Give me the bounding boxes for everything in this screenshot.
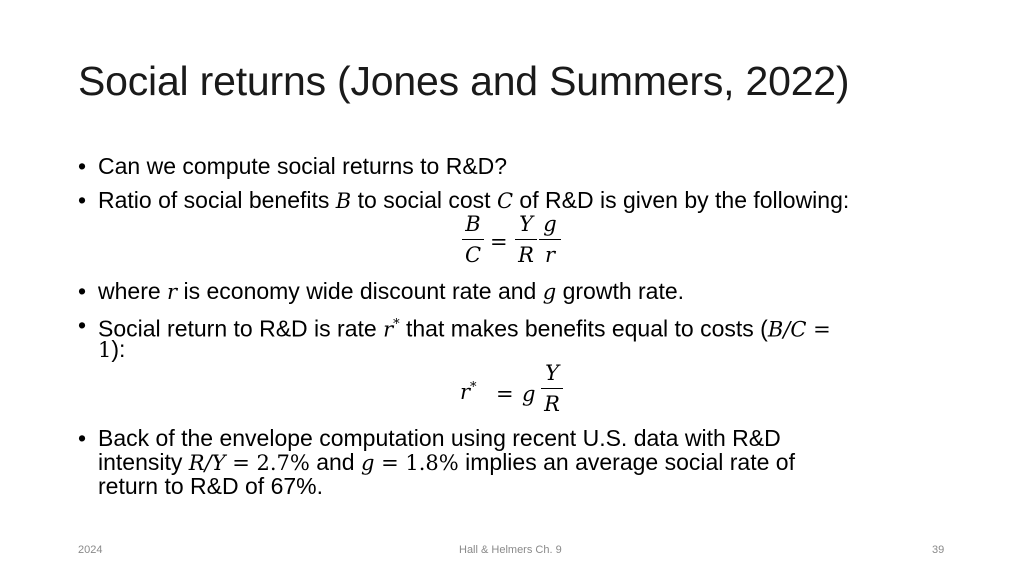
math-B-over-C: B/C =	[767, 317, 831, 342]
math-B: B	[335, 189, 352, 213]
text-run: Ratio of social benefits	[98, 187, 336, 213]
text-run: to social cost	[351, 187, 497, 213]
denominator: R	[518, 243, 534, 267]
bullet-dot: •	[78, 187, 87, 213]
numerator: g	[543, 212, 557, 236]
math-value: = 1.8%	[374, 451, 459, 475]
bullet-4-continuation	[98, 336, 125, 363]
math-star: *	[393, 317, 400, 332]
math-star: *	[470, 380, 477, 395]
numerator: Y	[519, 212, 533, 236]
bullet-dot: •	[78, 278, 87, 304]
bullet-2	[78, 187, 850, 213]
fraction-Y-over-R	[515, 211, 537, 268]
bullet-1	[78, 153, 508, 179]
bullet-5-line-1: Back of the envelope computation using recent U.S. data with R&D	[98, 425, 781, 451]
slide-title: Social returns (Jones and Summers, 2022)	[78, 58, 850, 104]
footer-date: 2024	[78, 544, 103, 556]
bullet-dot: •	[78, 425, 87, 451]
fraction-bar	[539, 239, 561, 240]
math-g: g	[522, 382, 536, 406]
numerator: B	[465, 212, 481, 236]
bullet-4-text	[98, 312, 831, 343]
equals-sign: =	[496, 382, 514, 406]
bullet-dot: •	[78, 312, 87, 338]
text-run: implies an average social rate of	[458, 449, 795, 475]
denominator: r	[544, 243, 556, 267]
equals-sign: =	[490, 230, 508, 254]
bullet-3-text	[98, 278, 684, 305]
footer-page-number: 39	[932, 544, 945, 556]
text-run: growth rate.	[556, 278, 685, 304]
fraction-bar	[541, 388, 563, 389]
fraction-g-over-r	[539, 211, 561, 268]
text-run: Social return to R&D is rate	[98, 315, 384, 342]
bullet-2-text	[98, 187, 849, 214]
fraction-bar	[462, 239, 484, 240]
text-run: of R&D is given by the following:	[513, 187, 850, 213]
bullet-dot: •	[78, 153, 87, 179]
math-r: r	[167, 280, 178, 304]
fraction-B-over-C	[462, 211, 484, 268]
math-r: r	[460, 380, 471, 404]
fraction-bar	[515, 239, 537, 240]
math-R-over-Y: R/Y	[188, 451, 226, 475]
text-run: where	[98, 278, 168, 304]
bullet-5	[78, 425, 781, 451]
text-run: ):	[111, 336, 126, 362]
denominator: C	[464, 243, 482, 267]
denominator: R	[544, 392, 560, 416]
bullet-4	[78, 312, 831, 342]
footer-source: Hall & Helmers Ch. 9	[459, 544, 562, 556]
bullet-5-line-2-text	[98, 449, 795, 476]
eq2-lhs	[460, 380, 477, 404]
fraction-Y-over-R	[541, 360, 563, 417]
bullet-1-text: Can we compute social returns to R&D?	[98, 153, 508, 179]
numerator: Y	[545, 361, 559, 385]
math-g: g	[542, 280, 557, 304]
math-g: g	[360, 451, 375, 475]
math-r-star: r	[383, 317, 394, 342]
bullet-5-line-3-text: return to R&D of 67%.	[98, 473, 323, 499]
text-run: that makes benefits equal to costs (	[399, 315, 768, 342]
bullet-3	[78, 278, 685, 304]
math-C: C	[496, 189, 514, 213]
text-run: and	[309, 449, 361, 475]
text-run: is economy wide discount rate and	[177, 278, 543, 304]
text-run: intensity	[98, 449, 189, 475]
math-value: = 2.7%	[225, 451, 310, 475]
math-one: 1	[98, 338, 112, 362]
